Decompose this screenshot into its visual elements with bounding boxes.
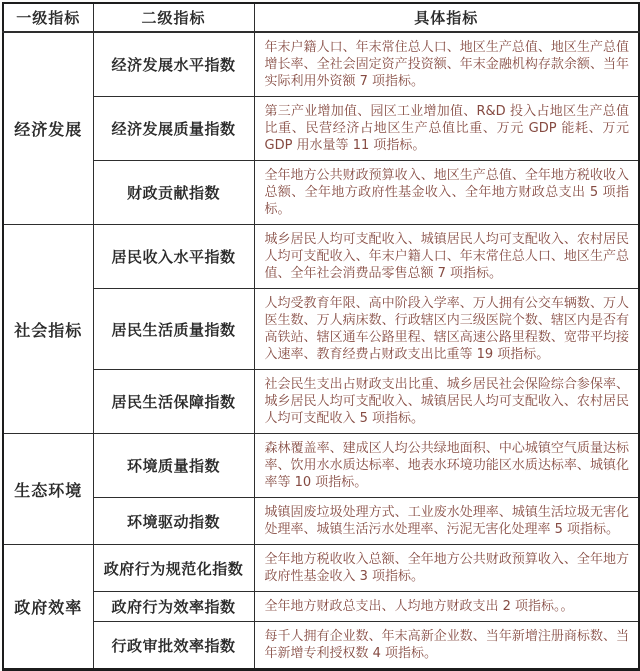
detail-cell: 城镇固废垃圾处理方式、工业废水处理率、城镇生活垃圾无害化处理率、城镇生活污水处理率、污泥无害化处理率 5 项指标。 [254, 498, 639, 545]
table-row [3, 592, 639, 622]
table-row [3, 622, 639, 670]
level2-cell: 政府行为规范化指数 [93, 545, 254, 592]
level2-cell: 居民收入水平指数 [93, 225, 254, 289]
level2-cell: 环境驱动指数 [93, 498, 254, 545]
table-row [3, 225, 639, 289]
level1-cell: 政府效率 [3, 545, 93, 670]
detail-cell: 第三产业增加值、园区工业增加值、R&D 投入占地区生产总值比重、民营经济占地区生产总值比重、万元 GDP 能耗、万元 GDP 用水量等 11 项指标。 [254, 97, 639, 161]
detail-cell: 年末户籍人口、年末常住总人口、地区生产总值、地区生产总值增长率、全社会固定资产投资额、年末金融机构存款余额、当年实际利用外资额 7 项指标。 [254, 32, 639, 97]
level2-cell: 政府行为效率指数 [93, 592, 254, 622]
level2-cell: 行政审批效率指数 [93, 622, 254, 670]
level1-cell: 生态环境 [3, 434, 93, 545]
table-body [3, 32, 639, 670]
table-row [3, 370, 639, 434]
table-row [3, 32, 639, 97]
detail-cell: 森林覆盖率、建成区人均公共绿地面积、中心城镇空气质量达标率、饮用水水质达标率、地表水环境功能区水质达标率、城镇化率等 10 项指标。 [254, 434, 639, 498]
detail-cell: 人均受教育年限、高中阶段入学率、万人拥有公交车辆数、万人医生数、万人病床数、行政辖区内三级医院个数、辖区内是否有高铁站、辖区通车公路里程、辖区高速公路里程数、宽带平均接入速率、教育经费占财政支出比重等 19 项指标。 [254, 289, 639, 370]
indicator-table [2, 2, 640, 671]
detail-cell: 全年地方公共财政预算收入、地区生产总值、全年地方税收收入总额、全年地方政府性基金收入、全年地方财政总支出 5 项指标。 [254, 161, 639, 225]
detail-cell: 全年地方财政总支出、人均地方财政支出 2 项指标。。 [254, 592, 639, 622]
level1-cell: 社会指标 [3, 225, 93, 434]
detail-cell: 每千人拥有企业数、年末高新企业数、当年新增注册商标数、当年新增专利授权数 4 项指标。 [254, 622, 639, 670]
table-row [3, 498, 639, 545]
level2-cell: 环境质量指数 [93, 434, 254, 498]
table-row [3, 545, 639, 592]
detail-cell: 全年地方税收收入总额、全年地方公共财政预算收入、全年地方政府性基金收入 3 项指标。 [254, 545, 639, 592]
table-row [3, 289, 639, 370]
level2-cell: 居民生活质量指数 [93, 289, 254, 370]
table-row [3, 97, 639, 161]
level2-cell: 财政贡献指数 [93, 161, 254, 225]
detail-cell: 社会民生支出占财政支出比重、城乡居民社会保险综合参保率、城乡居民人均可支配收入、城镇居民人均可支配收入、农村居民人均可支配收入 5 项指标。 [254, 370, 639, 434]
detail-cell: 城乡居民人均可支配收入、城镇居民人均可支配收入、农村居民人均可支配收入、年末户籍人口、年末常住总人口、地区生产总值、全年社会消费品零售总额 7 项指标。 [254, 225, 639, 289]
table-row [3, 161, 639, 225]
table-row [3, 434, 639, 498]
level1-cell: 经济发展 [3, 32, 93, 225]
header-level1: 一级指标 [3, 3, 93, 32]
level2-cell: 经济发展水平指数 [93, 32, 254, 97]
level2-cell: 居民生活保障指数 [93, 370, 254, 434]
level2-cell: 经济发展质量指数 [93, 97, 254, 161]
header-level2: 二级指标 [93, 3, 254, 32]
header-row [3, 3, 639, 32]
header-detail: 具体指标 [254, 3, 639, 32]
